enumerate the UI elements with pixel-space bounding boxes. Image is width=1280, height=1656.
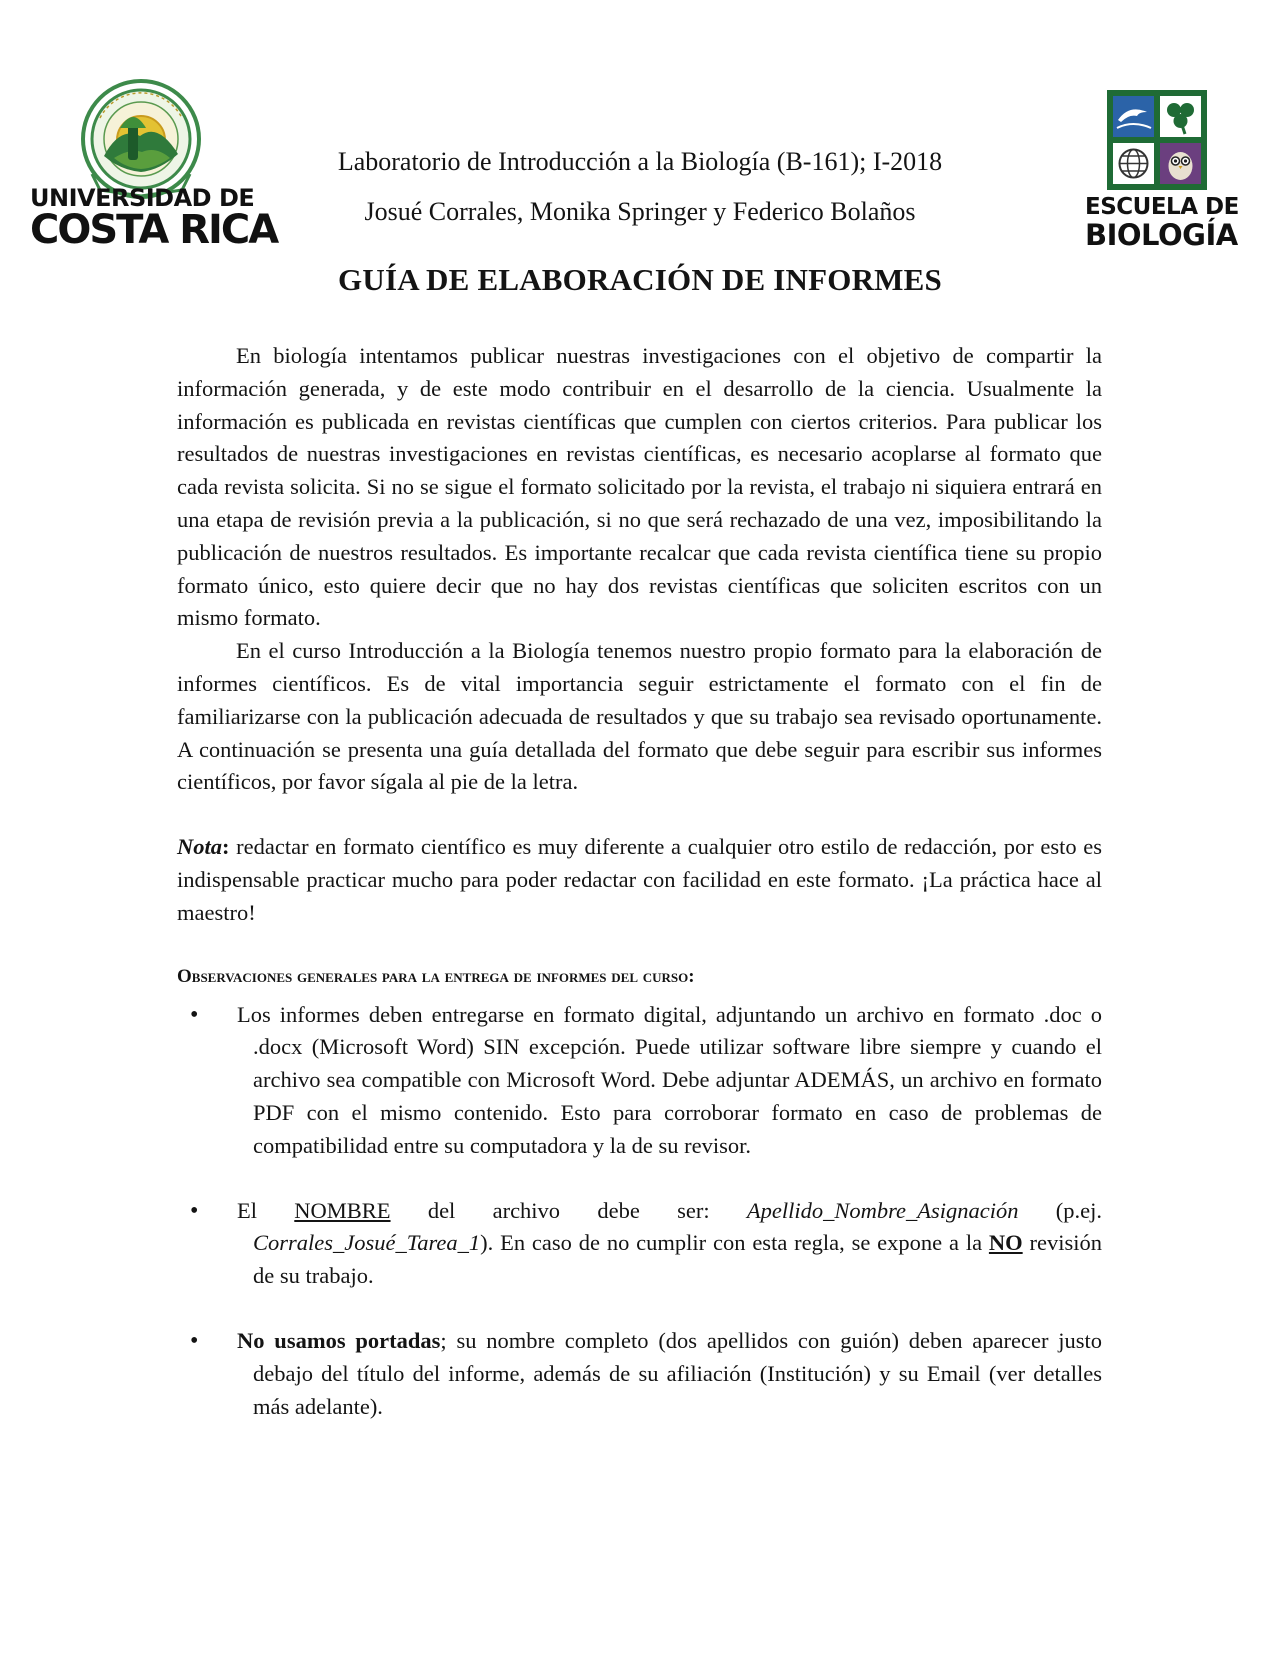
- course-title: Laboratorio de Introducción a la Biología (B-161); I-2018: [337, 147, 943, 176]
- school-name-line2: BIOLOGÍA: [1085, 218, 1238, 252]
- intro-paragraph-1: En biología intentamos publicar nuestras investigaciones con el objetivo de compartir la información generada, y de este modo contribuir en el desarrollo de la ciencia. Usualmente la información es publicada en revistas científicas que cumplen con ciertos criterios. Para publicar los resultados de nuestras investigaciones en revistas científicas, es necesario acoplarse al formato que cada revista solicita. Si no se sigue el formato solicitado por la revista, el trabajo ni siquiera entrará en una etapa de revisión previa a la publicación, si no que será rechazado de una vez, imposibilitando la publicación de nuestros resultados. Es importante recalcar que cada revista científica tiene su propio formato único, esto quiere decir que no hay dos revistas científicas que soliciten escritos con un mismo formato.: [177, 343, 1102, 631]
- bullet-text: ; su nombre completo (dos apellidos con guión) deben aparecer justo debajo del título del informe, además de su afiliación (Institución) y su Email (ver detalles más adelante).: [253, 1327, 1103, 1419]
- note-colon: :: [222, 834, 230, 860]
- no-portadas-lead: No usamos portadas: [237, 1327, 441, 1353]
- document-title: GUÍA DE ELABORACIÓN DE INFORMES: [338, 262, 942, 297]
- bullet-text: ). En caso de no cumplir con esta regla, se expone a la: [480, 1230, 989, 1256]
- note-paragraph: [177, 831, 1102, 929]
- list-item: [177, 1195, 1102, 1293]
- no-emphasis: NO: [988, 1230, 1023, 1256]
- ucr-logo: [30, 78, 278, 253]
- ucr-seal-icon: [80, 78, 202, 200]
- list-item: [177, 999, 1102, 1163]
- filename-pattern: Apellido_Nombre_Asignación: [746, 1197, 1019, 1223]
- note-label: Nota: [177, 834, 222, 860]
- school-shield-icon: [1107, 90, 1207, 190]
- course-authors: Josué Corrales, Monika Springer y Federico Bolaños: [364, 197, 916, 226]
- bullet-text: (p.ej.: [1018, 1197, 1103, 1223]
- school-name-line1: ESCUELA DE: [1085, 194, 1239, 220]
- bullet-text: del archivo debe ser:: [390, 1197, 747, 1223]
- document-body: [177, 340, 1102, 1455]
- bullet-text: El: [237, 1197, 295, 1223]
- bullet-text-format: Los informes deben entregarse en formato digital, adjuntando un archivo en formato .doc o .docx (Microsoft Word) SIN excepción. Puede utilizar software libre siempre y cuando el archivo sea compatible con Microsoft Word. Debe adjuntar ADEMÁS, un archivo en formato PDF con el mismo contenido. Esto para corroborar formato en caso de problemas de compatibilidad entre su computadora y la de su revisor.: [237, 1001, 1102, 1158]
- ucr-name-line1: UNIVERSIDAD DE: [30, 184, 255, 212]
- list-item: [177, 1325, 1102, 1423]
- escuela-biologia-logo: [1085, 90, 1239, 252]
- nombre-underlined: NOMBRE: [294, 1197, 391, 1223]
- intro-paragraph-2: En el curso Introducción a la Biología tenemos nuestro propio formato para la elaboración de informes científicos. Es de vital importancia seguir estrictamente el formato con el fin de familiarizarse con la publicación adecuada de resultados y que su trabajo sea revisado oportunamente. A continuación se presenta una guía detallada del formato que debe seguir para escribir sus informes científicos, por favor sígala al pie de la letra.: [177, 638, 1102, 795]
- observations-list: [177, 999, 1102, 1424]
- course-header: [280, 145, 1000, 229]
- observations-heading: Observaciones generales para la entrega de informes del curso:: [177, 965, 695, 987]
- ucr-name-line2: COSTA RICA: [30, 207, 278, 253]
- filename-example: Corrales_Josué_Tarea_1: [253, 1230, 481, 1256]
- note-text: redactar en formato científico es muy diferente a cualquier otro estilo de redacción, por esto es indispensable practicar mucho para poder redactar con facilidad en este formato. ¡La práctica hace al maestro!: [177, 834, 1102, 925]
- bullet-text: revisión de su trabajo.: [253, 1230, 1102, 1289]
